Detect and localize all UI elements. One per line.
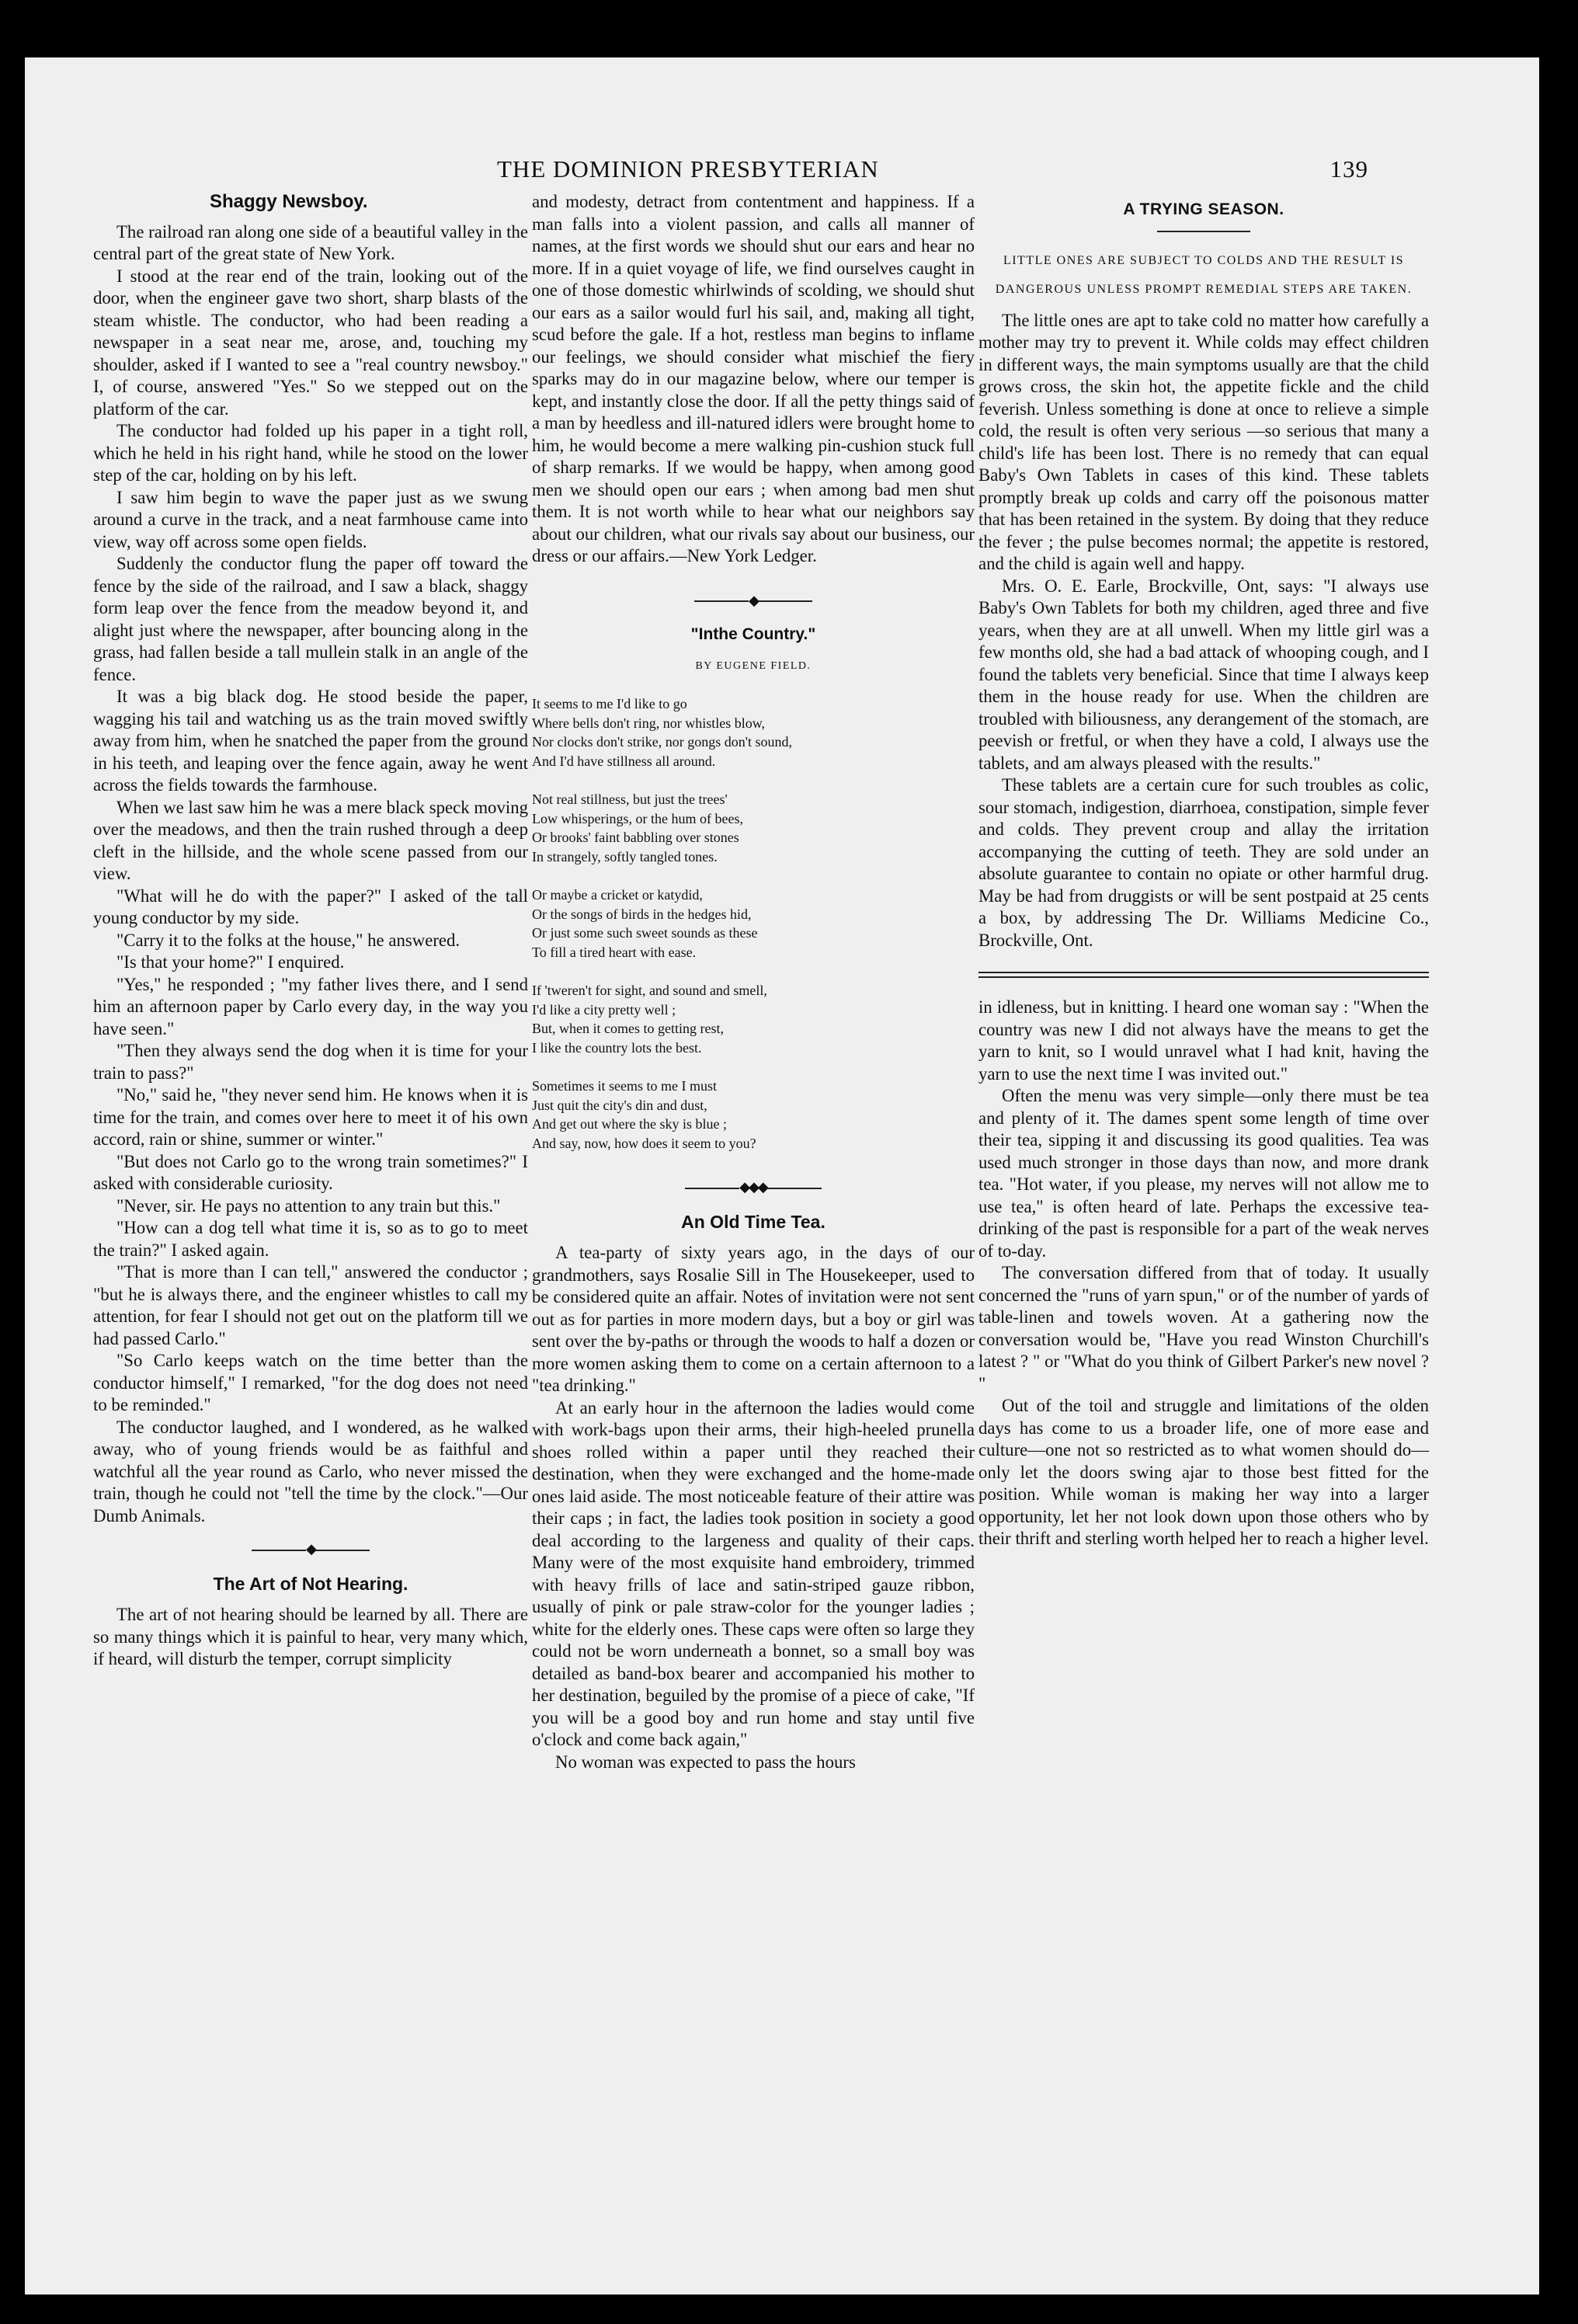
- poem-line: Sometimes it seems to me I must: [532, 1078, 717, 1094]
- article-paragraph: The art of not hearing should be learned by all. There are so many things which it is painful to hear, very many which, if heard, will disturb the temper, corrupt simplicity: [93, 1605, 528, 1668]
- poem-line: If 'tweren't for sight, and sound and smell,: [532, 983, 767, 998]
- section-divider: ◆: [93, 1538, 528, 1560]
- article-paragraph: and modesty, detract from contentment and happiness. If a man falls into a violent passion, and calls all manner of names, at the first words we should shut our ears and hear no more. If in a quiet voyage of life, we find ourselves caught in one of those domestic whirlwinds of scolding, we should shut our ears as a sailor would furl his sail, and, making all tight, scud before the gale. If a hot, restless man begins to inflame our feelings, we should consider what mischief the fiery sparks may do in our magazine below, where our temper is kept, and instantly close the door. If all the petty things said of a man by heedless and ill-natured idlers were brought home to him, he would become a mere walking pin-cushion stuck full of sharp remarks. If we would be happy, when among good men we should open our ears ; when among bad men shut them. It is not worth while to hear what our neighbors say about our children, what our rivals say about our business, our dress or our affairs.—New York Ledger.: [532, 192, 975, 565]
- poem-line: Low whisperings, or the hum of bees,: [532, 810, 743, 826]
- article-heading-old-time-tea: An Old Time Tea.: [681, 1211, 825, 1232]
- article-paragraph: The conductor had folded up his paper in a tight roll, which he held in his right hand, while he stood on the lower step of the car, holding on by his left.: [93, 421, 528, 485]
- column-left: [93, 191, 528, 1671]
- column-middle: [532, 191, 975, 1773]
- article-paragraph: Often the menu was very simple—only there must be tea and plenty of it. The dames spent some length of time over their tea, sipping it and discussing its good qualities. Tea was used much stronger in those days than now, and more drank tea. "Hot water, if you please, my nerves will not allow me to use tea," is often heard of late. Perhaps the excessive tea-drinking of the past is responsible for a part of the weak nerves of to-day.: [978, 1086, 1429, 1261]
- poem-stanza: [532, 694, 975, 771]
- poem-line: Nor clocks don't strike, nor gongs don't sound,: [532, 734, 792, 750]
- masthead: [0, 155, 1578, 186]
- poem-line: And say, now, how does it seem to you?: [532, 1135, 756, 1151]
- article-heading-trying-season: A TRYING SEASON.: [1123, 200, 1284, 218]
- poem-line: I'd like a city pretty well ;: [532, 1001, 676, 1018]
- heading-rule: [1157, 231, 1250, 232]
- poem-line: And I'd have stillness all around.: [532, 753, 716, 769]
- poem-line: Just quit the city's din and dust,: [532, 1097, 707, 1113]
- poem-line: Or maybe a cricket or katydid,: [532, 887, 703, 903]
- article-paragraph: When we last saw him he was a mere black speck moving over the meadows, and then the train rushed through a deep cleft in the hillside, and the whole scene passed from our view.: [93, 797, 528, 883]
- double-rule-divider: [978, 972, 1429, 978]
- article-paragraph: The conductor laughed, and I wondered, as he walked away, who of young friends would be as faithful and watchful all the year round as Carlo, who never missed the train, though he could not "tell the time by the clock."—Our Dumb Animals.: [93, 1417, 528, 1526]
- poem-line: Or the songs of birds in the hedges hid,: [532, 906, 752, 922]
- article-paragraph: Suddenly the conductor flung the paper off toward the fence by the side of the railroad, and I saw a black, shaggy form leap over the fence from the meadow beyond it, and alight just where the newspaper, after bouncing along in the grass, had fallen beside a tall mullein stalk in an angle of the fence.: [93, 554, 528, 684]
- article-paragraph: Mrs. O. E. Earle, Brockville, Ont, says: "I always use Baby's Own Tablets for both my children, aged three and five years, when they are at all unwell. When my little girl was a few months old, she had a bad attack of whooping cough, and I found the tablets very beneficial. Since that time I always keep them in the house ready for use. When the children are troubled with biliousness, any derangement of the stomach, are peevish or fretful, or when they have a cold, I always use the tablets, and am always pleased with the results.": [978, 576, 1429, 773]
- article-paragraph: A tea-party of sixty years ago, in the days of our grandmothers, says Rosalie Sill in The Housekeeper, used to be considered quite an affair. Notes of invitation were not sent out as for parties in more modern days, but a boy or girl was sent over the by-paths or through the woods to half a dozen or more women asking them to come on a certain afternoon to a "tea drinking.": [532, 1243, 975, 1395]
- poem-stanza: [532, 885, 975, 962]
- poem-stanza: [532, 981, 975, 1057]
- poem-line: Or just some such sweet sounds as these: [532, 925, 758, 941]
- article-paragraph: The railroad ran along one side of a beautiful valley in the central part of the great state of New York.: [93, 221, 528, 263]
- article-paragraph: "Then they always send the dog when it is time for your train to pass?": [93, 1041, 528, 1083]
- article-paragraph: Out of the toil and struggle and limitations of the olden days has come to us a broader life, one of more ease and culture—one not so restricted as to what women should do—only let the doors swing ajar to those best fitted for the position. While woman is making her way into a larger opportunity, let her not look down upon those others who by their thrift and sterling worth helped her to reach a higher level.: [978, 1396, 1429, 1548]
- article-paragraph: It was a big black dog. He stood beside the paper, wagging his tail and watching us as the train moved swiftly away from him, when he snatched the paper from the ground in his teeth, and leaping over the fence again, away he went across the fields towards the farmhouse.: [93, 687, 528, 795]
- poem-stanza: [532, 1077, 975, 1153]
- article-paragraph: "But does not Carlo go to the wrong train sometimes?" I asked with considerable curiosity.: [93, 1151, 528, 1193]
- article-paragraph: The conversation differed from that of today. It usually concerned the "runs of yarn spun," or of the number of yards of table-linen and towels woven. At a gathering now the conversation would be, "Have you read Winston Churchill's latest ? " or "What do you think of Gilbert Parker's new novel ? ": [978, 1263, 1429, 1393]
- article-paragraph: The little ones are apt to take cold no matter how carefully a mother may try to prevent it. While colds may effect children in different ways, the main symptoms usually are that the child grows cross, the skin hot, the appetite fickle and the child feverish. Unless something is done at once to relieve a simple cold, the result is often very serious —so serious that many a child's life has been lost. There is no remedy that can equal Baby's Own Tablets in cases of this kind. These tablets promptly break up colds and carry off the poisonous matter that has been retained in the system. By doing that they reduce the fever ; the pulse becomes normal; the appetite is restored, and the child is again well and happy.: [978, 310, 1429, 573]
- poem-line: Not real stillness, but just the trees': [532, 791, 728, 807]
- poem-line: But, when it comes to getting rest,: [532, 1021, 724, 1036]
- article-paragraph: "So Carlo keeps watch on the time better than the conductor himself," I remarked, "for the dog does not need to be reminded.": [93, 1351, 528, 1414]
- article-paragraph: I saw him begin to wave the paper just as we swung around a curve in the track, and a neat farmhouse came into view, way off across some open fields.: [93, 487, 528, 551]
- newspaper-title: THE DOMINION PRESBYTERIAN: [497, 155, 879, 183]
- article-paragraph: "Never, sir. He pays no attention to any train but this.": [116, 1195, 501, 1216]
- poem-line: Where bells don't ring, nor whistles blow,: [532, 715, 766, 731]
- article-paragraph: "Yes," he responded ; "my father lives there, and I send him an afternoon paper by Carlo every day, in the way you have seen.": [93, 974, 528, 1038]
- article-paragraph: "What will he do with the paper?" I asked of the tall young conductor by my side.: [93, 885, 528, 927]
- column-right: [978, 191, 1429, 1550]
- article-paragraph: These tablets are a certain cure for such troubles as colic, sour stomach, indigestion, diarrhoea, constipation, simple fever and colds. They prevent croup and allay the irritation accompanying the cutting of teeth. They are sold under an absolute guarantee to contain no opiate or other harmful drug. May be had from druggists or will be sent postpaid at 25 cents a box, by addressing The Dr. Williams Medicine Co., Brockville, Ont.: [978, 775, 1429, 950]
- poem-line: And get out where the sky is blue ;: [532, 1116, 727, 1132]
- section-divider: ◆: [532, 590, 975, 612]
- article-paragraph: in idleness, but in knitting. I heard one woman say : "When the country was new I did not always have the means to get the yarn to knit, so I would unravel what I had knit, having the yarn to use the next time I was invited out.": [978, 997, 1429, 1084]
- article-paragraph: At an early hour in the afternoon the ladies would come with work-bags upon their arms, their high-heeled prunella shoes rolled within a paper until they reached their destination, when they were exchanged and the home-made ones laid aside. The most noticeable feature of their attire was their caps ; in fact, the ladies took position in society a good deal according to the largeness and quality of their caps. Many were of the most exquisite hand embroidery, trimmed with heavy frills of lace and satin-striped gauze ribbon, usually of pink or pale straw-color for the younger ladies ; white for the elderly ones. These caps were often so large they could not be worn underneath a bonnet, so a small boy was detailed as band-box bearer and accompanied his mother to her destination, beguiled by the promise of a piece of cake, "If you will be a good boy and run home and stay until five o'clock and come back again,": [532, 1397, 975, 1749]
- article-heading-art-of-not-hearing: The Art of Not Hearing.: [213, 1573, 408, 1594]
- article-heading-shaggy-newsboy: Shaggy Newsboy.: [210, 191, 368, 212]
- article-paragraph: No woman was expected to pass the hours: [555, 1752, 856, 1772]
- poem-line: Or brooks' faint babbling over stones: [532, 830, 739, 845]
- article-paragraph: "How can a dog tell what time it is, so as to go to meet the train?" I asked again.: [93, 1218, 528, 1260]
- section-divider: ◆◆◆: [532, 1176, 975, 1199]
- article-paragraph: I stood at the rear end of the train, looking out of the door, when the engineer gave two short, sharp blasts of the steam whistle. The conductor, who had been reading a newspaper in a seat near me, arose, and, touching my shoulder, asked if I wanted to see a "real country newsboy." I, of course, answered "Yes." So we stepped out on the platform of the car.: [93, 266, 528, 419]
- poem-title: "Inthe Country.": [690, 625, 816, 643]
- article-paragraph: "Carry it to the folks at the house," he answered.: [116, 930, 461, 950]
- poem-line: It seems to me I'd like to go: [532, 696, 687, 711]
- poem-line: In strangely, softly tangled tones.: [532, 848, 718, 865]
- article-subheading: LITTLE ONES ARE SUBJECT TO COLDS AND THE RESULT IS DANGEROUS UNLESS PROMPT REMEDIAL STEPS ARE TAKEN.: [995, 253, 1413, 296]
- article-paragraph: "No," said he, "they never send him. He knows when it is time for the train, and comes over here to meet it of his own accord, rain or shine, summer or winter.": [93, 1085, 528, 1149]
- poem-line: To fill a tired heart with ease.: [532, 944, 697, 960]
- article-paragraph: "That is more than I can tell," answered the conductor ; "but he is always there, and the engineer whistles to call my attention, for fear I should not get out on the platform till we had passed Carlo.": [93, 1262, 528, 1348]
- poem-line: I like the country lots the best.: [532, 1039, 702, 1056]
- article-paragraph: "Is that your home?" I enquired.: [116, 952, 345, 972]
- page-number: 139: [1329, 155, 1368, 183]
- poem-byline: BY EUGENE FIELD.: [695, 659, 812, 672]
- poem-stanza: [532, 790, 975, 866]
- poem: [532, 694, 975, 1153]
